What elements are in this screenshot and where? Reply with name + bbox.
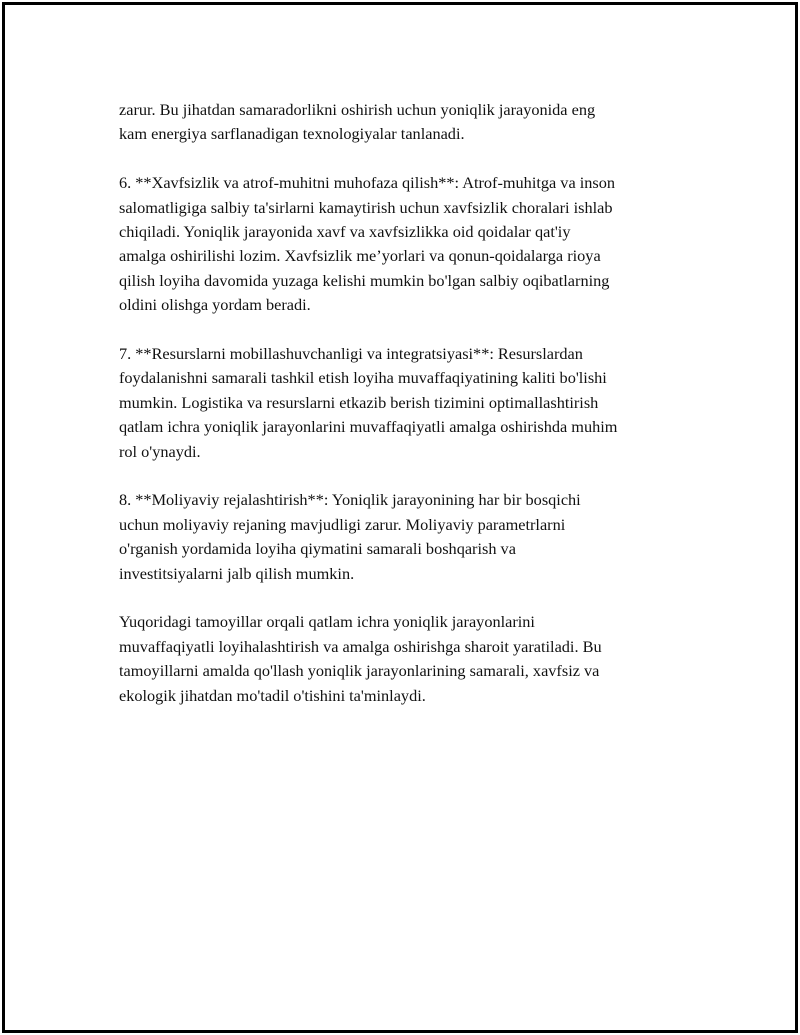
text-line: foydalanishni samarali tashkil etish loyiha muvaffaqiyatining kaliti bo'lishi — [119, 368, 607, 388]
text-line: oldini olishga yordam beradi. — [119, 295, 311, 315]
paragraph-conclusion — [119, 610, 699, 708]
text-line: chiqiladi. Yoniqlik jarayonida xavf va xavfsizlikka oid qoidalar qat'iy — [119, 222, 571, 242]
paragraph-item-6 — [119, 171, 699, 317]
paragraph-continuation — [119, 98, 699, 147]
text-line: o'rganish yordamida loyiha qiymatini samarali boshqarish va — [119, 539, 516, 559]
text-line: mumkin. Logistika va resurslarni etkazib berish tizimini optimallashtirish — [119, 392, 599, 412]
document-body — [119, 98, 699, 732]
text-line: zarur. Bu jihatdan samaradorlikni oshirish uchun yoniqlik jarayonida eng — [119, 100, 596, 119]
text-line: 6. **Xavfsizlik va atrof-muhitni muhofaza qilish**: Atrof-muhitga va inson — [119, 173, 616, 193]
text-line: investitsiyalarni jalb qilish mumkin. — [119, 563, 355, 583]
paragraph-item-7 — [119, 342, 699, 464]
text-line: 7. **Resurslarni mobillashuvchanligi va integratsiyasi**: Resurslardan — [119, 344, 583, 364]
text-line: amalga oshirilishi lozim. Xavfsizlik me’yorlari va qonun-qoidalarga rioya — [119, 246, 601, 266]
paragraph-item-8 — [119, 488, 699, 586]
text-line: qilish loyiha davomida yuzaga kelishi mumkin bo'lgan salbiy oqibatlarning — [119, 270, 610, 290]
text-line: muvaffaqiyatli loyihalashtirish va amalga oshirishga sharoit yaratiladi. Bu — [119, 636, 602, 656]
text-line: ekologik jihatdan mo'tadil o'tishini ta'minlaydi. — [119, 685, 426, 705]
text-line: Yuqoridagi tamoyillar orqali qatlam ichra yoniqlik jarayonlarini — [119, 612, 535, 632]
text-line: tamoyillarni amalda qo'llash yoniqlik jarayonlarining samarali, xavfsiz va — [119, 661, 600, 681]
text-line: salomatligiga salbiy ta'sirlarni kamaytirish uchun xavfsizlik choralari ishlab — [119, 197, 613, 217]
text-line: kam energiya sarflanadigan texnologiyalar tanlanadi. — [119, 124, 465, 144]
page-frame — [2, 2, 798, 1033]
text-line: uchun moliyaviy rejaning mavjudligi zarur. Moliyaviy parametrlarni — [119, 514, 566, 534]
text-line: rol o'ynaydi. — [119, 441, 201, 461]
text-line: 8. **Moliyaviy rejalashtirish**: Yoniqlik jarayonining har bir bosqichi — [119, 490, 581, 510]
text-line: qatlam ichra yoniqlik jarayonlarini muvaffaqiyatli amalga oshirishda muhim — [119, 417, 618, 437]
